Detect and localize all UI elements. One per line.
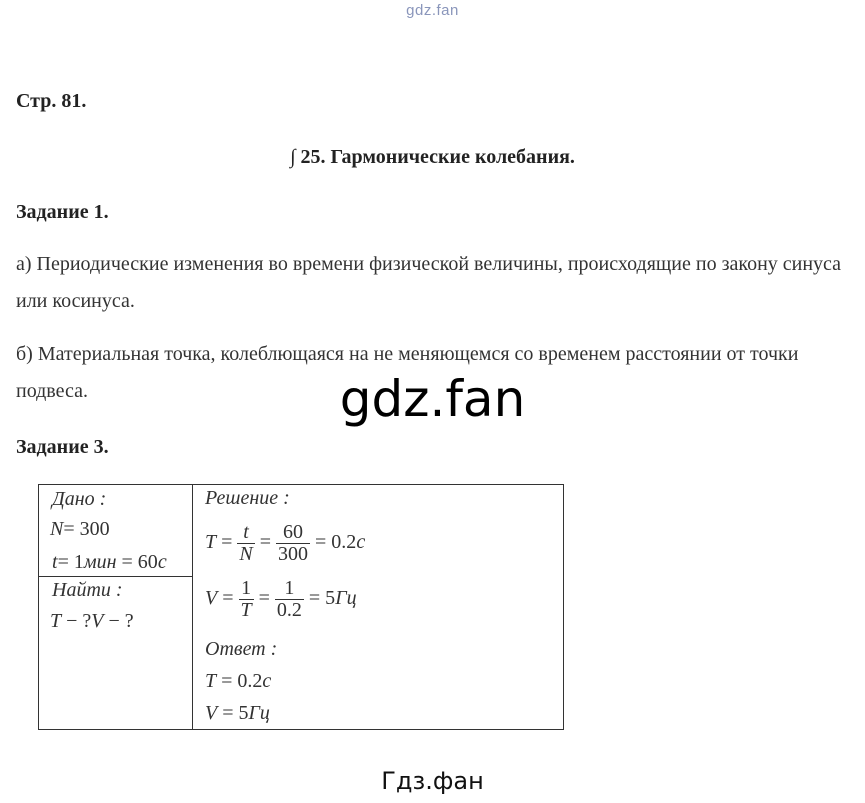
- find-v-question: − ?: [103, 610, 134, 632]
- given-n: [50, 518, 110, 541]
- eq2-equals2: =: [253, 587, 275, 610]
- eq2-equals: =: [217, 587, 239, 610]
- eq2-f1-num: 1: [239, 578, 254, 600]
- eq2-f2-num: 1: [275, 578, 304, 600]
- eq1-equals2: =: [254, 531, 277, 554]
- answer-t-value: = 0.2: [216, 670, 263, 692]
- eq2-fraction-symbolic: [239, 578, 254, 621]
- table-divider-horizontal: [39, 576, 192, 577]
- eq1-f2-den: 300: [278, 543, 309, 565]
- answer-t-symbol: T: [205, 670, 217, 692]
- eq2-f1-den: T: [240, 599, 252, 621]
- find-label: Найти :: [52, 579, 123, 601]
- answer-period: [205, 670, 271, 693]
- given-t-value1: = 1: [57, 551, 84, 573]
- equation-period: [205, 522, 365, 565]
- find-unknowns: [50, 610, 134, 633]
- answer-label: Ответ :: [205, 638, 278, 660]
- answer-v-unit: Гц: [248, 702, 270, 724]
- given-n-value: = 300: [63, 518, 110, 540]
- task-1-answer-b: б) Материальная точка, колеблющаяся на не меняющемся со временем расстоянии от точки подвеса.: [16, 343, 799, 402]
- answer-v-value: = 5: [217, 702, 249, 724]
- equation-frequency: [205, 578, 357, 621]
- task-1-answer-a: а) Периодические изменения во времени физической величины, происходящие по закону синуса или косинуса.: [16, 253, 842, 312]
- given-t-value2: = 60: [116, 551, 158, 573]
- find-t-symbol: T: [50, 610, 62, 632]
- eq1-f2-num: 60: [276, 522, 310, 544]
- eq1-lhs: T: [205, 531, 217, 554]
- answer-frequency: [205, 702, 270, 725]
- eq2-f2-den: 0.2: [276, 599, 302, 621]
- eq1-f1-num: t: [237, 522, 254, 544]
- find-t-question: − ?: [61, 610, 92, 632]
- eq1-fraction-symbolic: [237, 522, 254, 565]
- find-v-symbol: V: [91, 610, 104, 632]
- given-label: Дано :: [52, 488, 107, 510]
- eq2-result: = 5: [303, 587, 336, 610]
- eq2-fraction-numeric: [275, 578, 304, 621]
- eq2-unit: Гц: [335, 587, 357, 610]
- page-label: Стр. 81.: [16, 90, 87, 112]
- given-t-unit1: мин: [83, 551, 117, 573]
- table-divider-vertical: [192, 485, 193, 729]
- eq1-equals: =: [216, 531, 238, 554]
- eq1-result: = 0.2: [310, 531, 357, 554]
- answer-t-unit: c: [262, 670, 272, 692]
- watermark-top: gdz.fan: [406, 2, 459, 19]
- answer-v-symbol: V: [205, 702, 218, 724]
- task-3-title: Задание 3.: [16, 436, 109, 458]
- given-n-symbol: N: [50, 518, 64, 540]
- given-t: [52, 551, 167, 574]
- given-t-symbol: t: [52, 551, 58, 573]
- watermark-center: gdz.fan: [339, 370, 526, 428]
- section-title: ∫ 25. Гармонические колебания.: [290, 146, 575, 168]
- given-t-unit2: c: [157, 551, 167, 573]
- watermark-bottom: Гдз.фан: [381, 767, 484, 795]
- eq1-fraction-numeric: [276, 522, 310, 565]
- eq1-f1-den: N: [239, 543, 253, 565]
- solution-label: Решение :: [205, 487, 290, 509]
- eq1-unit: c: [356, 531, 366, 554]
- solution-table: [38, 484, 564, 730]
- task-1-title: Задание 1.: [16, 201, 109, 223]
- eq2-lhs: V: [205, 587, 218, 610]
